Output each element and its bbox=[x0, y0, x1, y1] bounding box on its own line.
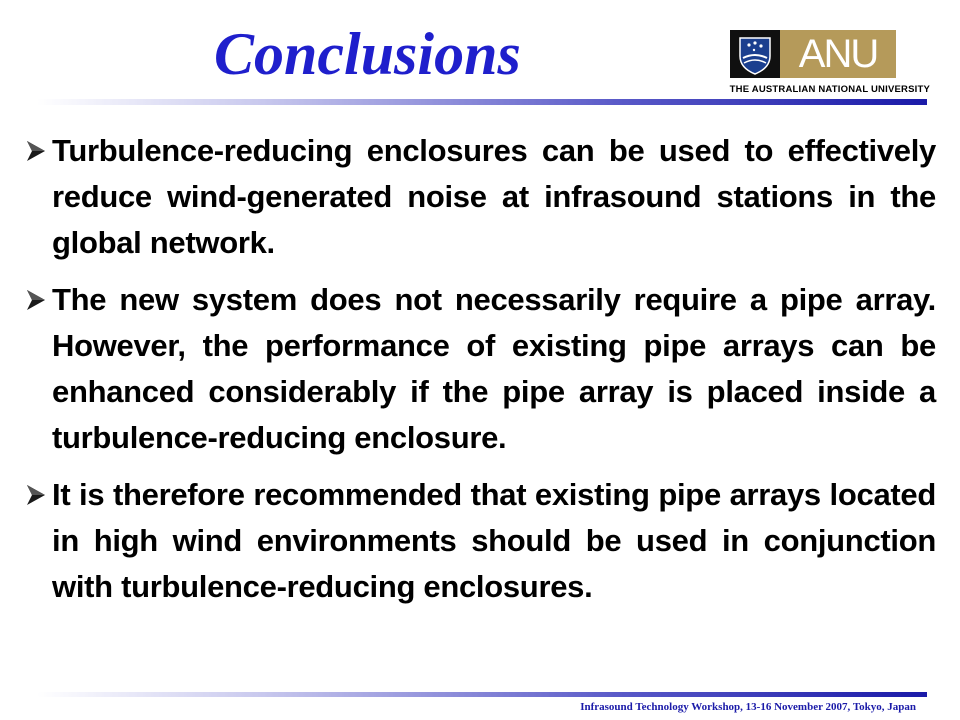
bullet-text: The new system does not necessarily require a pipe array. However, the performance of existing pipe arrays can be enhanced considerably if the pipe array is placed inside a turbulence-reducing enclosure. bbox=[52, 282, 936, 455]
arrow-bullet-icon bbox=[24, 472, 52, 516]
footer-text: Infrasound Technology Workshop, 13-16 November 2007, Tokyo, Japan bbox=[580, 701, 916, 713]
title-divider bbox=[37, 99, 927, 105]
footer-divider bbox=[37, 692, 927, 697]
logo-wordmark: ANU bbox=[780, 30, 896, 78]
arrow-bullet-icon bbox=[24, 277, 52, 321]
arrow-bullet-icon bbox=[24, 128, 52, 172]
bullet-item bbox=[24, 277, 936, 461]
bullet-item bbox=[24, 128, 936, 266]
bullet-text: It is therefore recommended that existing pipe arrays located in high wind environments should be used in conjunction with turbulence-reducing enclosures. bbox=[52, 477, 936, 604]
university-crest-icon bbox=[730, 30, 780, 78]
slide-title: Conclusions bbox=[214, 21, 521, 87]
bullet-text: Turbulence-reducing enclosures can be used to effectively reduce wind-generated noise at infrasound stations in the global network. bbox=[52, 133, 936, 260]
bullet-list bbox=[24, 128, 936, 621]
bullet-item bbox=[24, 472, 936, 610]
university-logo bbox=[730, 30, 896, 78]
logo-caption: THE AUSTRALIAN NATIONAL UNIVERSITY bbox=[729, 84, 930, 95]
